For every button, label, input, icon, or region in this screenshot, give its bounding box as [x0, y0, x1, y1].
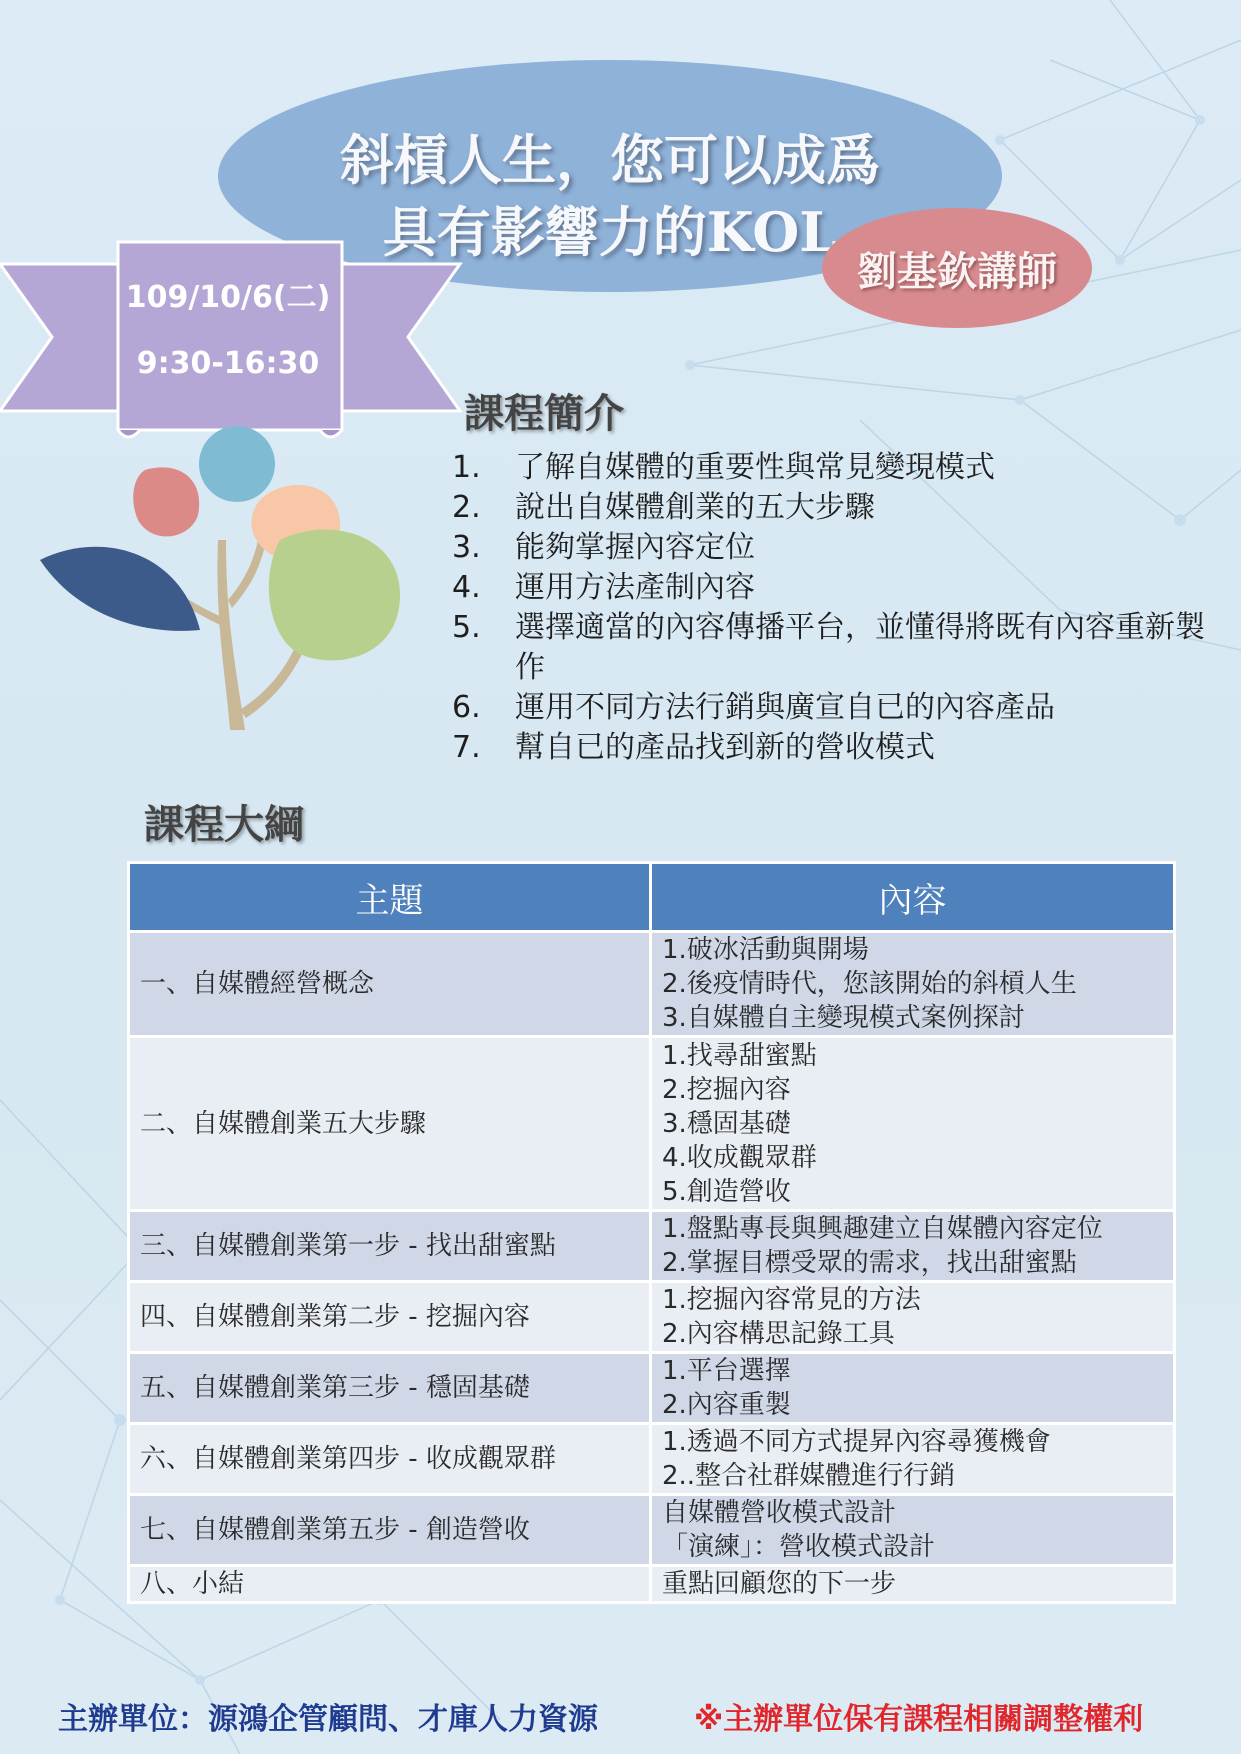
- list-item: 1. 了解自媒體的重要性與常見變現模式: [452, 450, 995, 485]
- header-topic: 主題: [129, 863, 651, 932]
- speaker-name: 劉基欽講師: [857, 247, 1057, 295]
- course-date: 109/10/6(二): [125, 280, 331, 315]
- table-row: [129, 1495, 1175, 1566]
- topic-cell: 一、自媒體經營概念: [129, 932, 651, 1037]
- table-row: [129, 1037, 1175, 1211]
- topic-cell: 四、自媒體創業第二步 - 挖掘內容: [129, 1282, 651, 1353]
- organizer-text: 主辦單位：源鴻企管顧問、才庫人力資源: [58, 1702, 598, 1737]
- rights-note: ※主辦單位保有課程相關調整權利: [694, 1702, 1144, 1737]
- outline-heading: 課程大綱: [144, 801, 304, 848]
- table-row: [129, 1353, 1175, 1424]
- list-item: 4. 運用方法產制內容: [452, 570, 755, 605]
- content-cell: 1.破冰活動與開場 2.後疫情時代，您該開始的斜槓人生 3.自媒體自主變現模式案例探討: [651, 932, 1175, 1037]
- speaker-badge: [822, 208, 1092, 328]
- list-item: 5. 選擇適當的內容傳播平台，並懂得將既有內容重新製作: [452, 610, 1205, 685]
- table-row: [129, 1566, 1175, 1603]
- content-cell: 1.找尋甜蜜點 2.挖掘內容 3.穩固基礎 4.收成觀眾群 5.創造營收: [651, 1037, 1175, 1211]
- table-row: [129, 932, 1175, 1037]
- list-item: 3. 能夠掌握內容定位: [452, 530, 755, 565]
- outline-table: [127, 861, 1176, 1604]
- table-row: [129, 1282, 1175, 1353]
- table-header-row: [129, 863, 1175, 932]
- topic-cell: 五、自媒體創業第三步 - 穩固基礎: [129, 1353, 651, 1424]
- content-cell: 1.挖掘內容常見的方法 2.內容構思記錄工具: [651, 1282, 1175, 1353]
- list-item: 2. 說出自媒體創業的五大步驟: [452, 490, 875, 525]
- table-row: [129, 1211, 1175, 1282]
- content-cell: 1.盤點專長與興趣建立自媒體內容定位 2.掌握目標受眾的需求，找出甜蜜點: [651, 1211, 1175, 1282]
- content-cell: 自媒體營收模式設計 「演練」：營收模式設計: [651, 1495, 1175, 1566]
- content-cell: 1.平台選擇 2.內容重製: [651, 1353, 1175, 1424]
- page-title-line-2: 具有影響力的KOL: [382, 200, 838, 264]
- content-cell: 重點回顧您的下一步: [651, 1566, 1175, 1603]
- topic-cell: 三、自媒體創業第一步 - 找出甜蜜點: [129, 1211, 651, 1282]
- table-row: [129, 1424, 1175, 1495]
- list-item: 7. 幫自已的產品找到新的營收模式: [452, 730, 935, 765]
- content-cell: 1.透過不同方式提昇內容尋獲機會 2..整合社群媒體進行行銷: [651, 1424, 1175, 1495]
- objectives-list: [452, 448, 1212, 768]
- header-content: 內容: [651, 863, 1175, 932]
- topic-cell: 八、小結: [129, 1566, 651, 1603]
- plant-illustration: [40, 420, 420, 730]
- topic-cell: 六、自媒體創業第四步 - 收成觀眾群: [129, 1424, 651, 1495]
- topic-cell: 七、自媒體創業第五步 - 創造營收: [129, 1495, 651, 1566]
- intro-heading: 課程簡介: [464, 390, 624, 437]
- course-time: 9:30-16:30: [136, 346, 320, 381]
- topic-cell: 二、自媒體創業五大步驟: [129, 1037, 651, 1211]
- page-title-line-1: 斜槓人生，您可以成爲: [340, 128, 880, 192]
- list-item: 6. 運用不同方法行銷與廣宣自已的內容產品: [452, 690, 1055, 725]
